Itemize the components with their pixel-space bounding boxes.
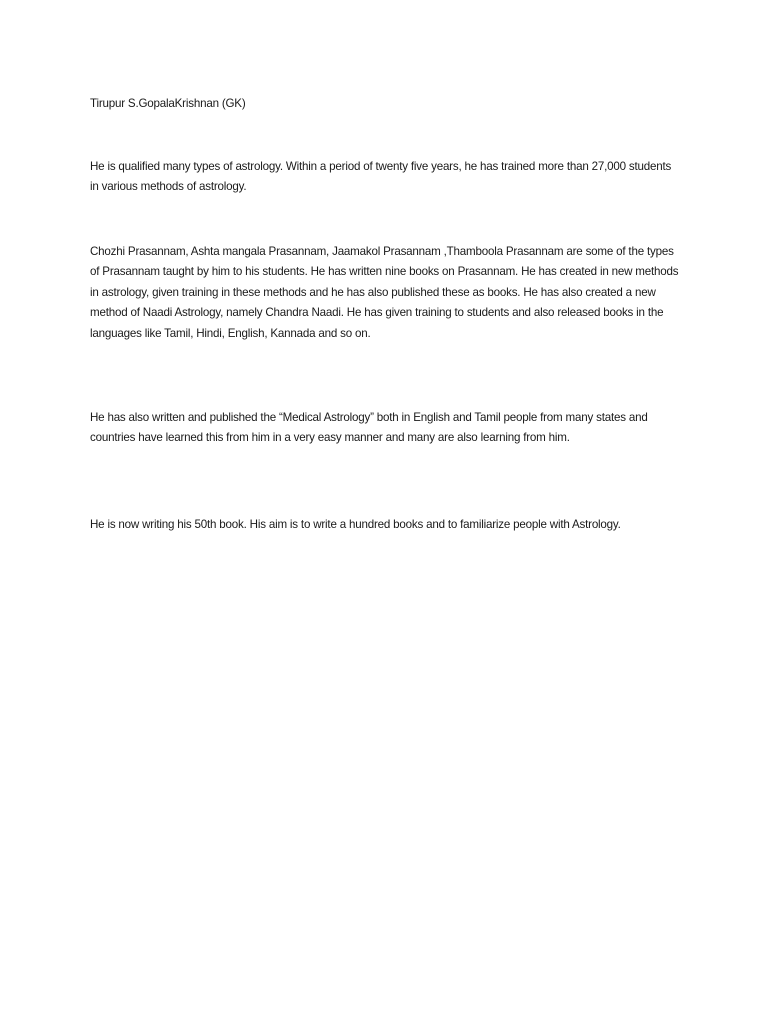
document-title: Tirupur S.GopalaKrishnan (GK): [90, 97, 246, 110]
paragraph-training: He is qualified many types of astrology. Within a period of twenty five years, he has trained more than 27,000 students in various methods of astrology.: [90, 160, 672, 194]
paragraph-50th-book: He is now writing his 50th book. His aim is to write a hundred books and to familiarize people with Astrology.: [90, 518, 621, 531]
paragraph-medical-astrology: He has also written and published the “Medical Astrology” both in English and Tamil people from many states and countries have learned this from him in a very easy manner and many are also learning from him.: [90, 411, 648, 445]
paragraph-prasannam: Chozhi Prasannam, Ashta mangala Prasannam, Jaamakol Prasannam ,Thamboola Prasannam are some of the types of Prasannam taught by him to his students. He has written nine books on Prasannam. He has created in new methods in astrology, given training in these methods and he has also published these as books. He has also created a new method of Naadi Astrology, namely Chandra Naadi. He has given training to students and also released books in the languages like Tamil, Hindi, English, Kannada and so on.: [90, 245, 679, 340]
